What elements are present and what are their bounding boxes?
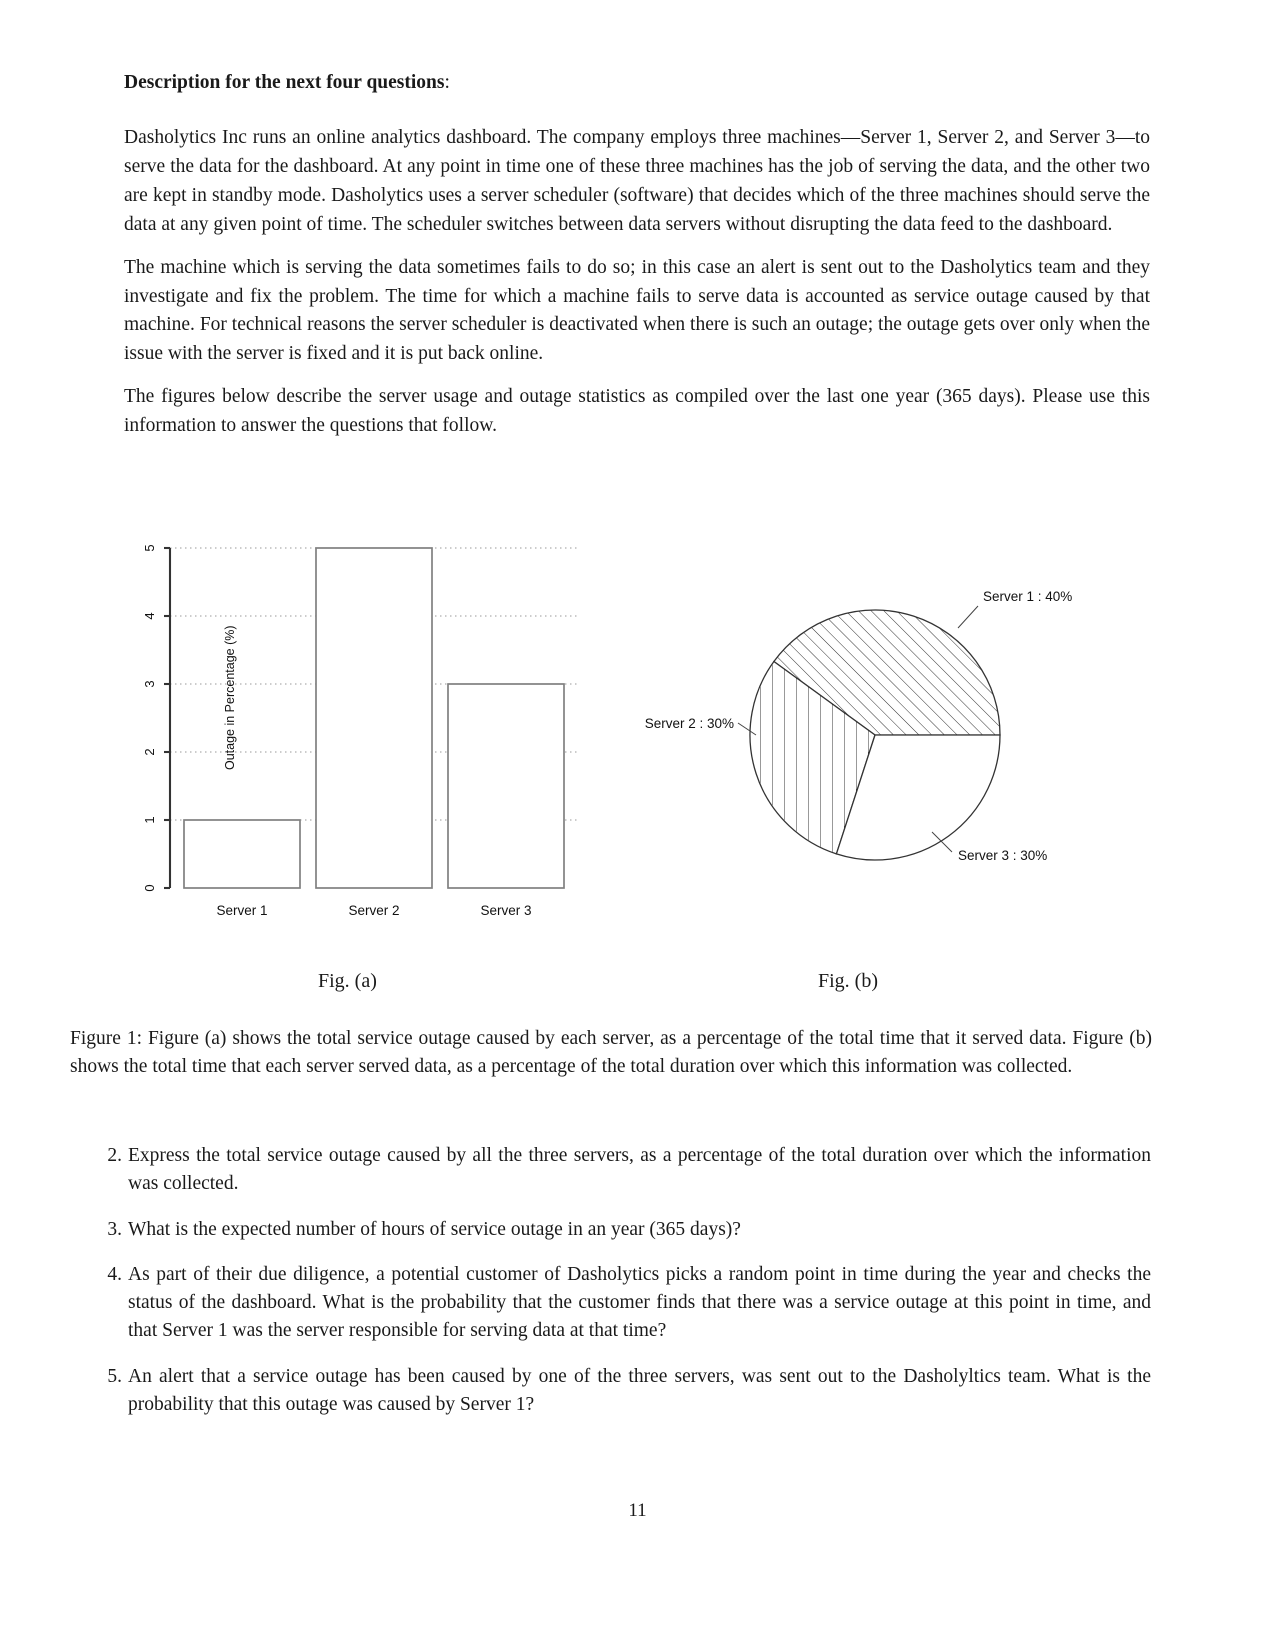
question-number: 5. (107, 1365, 122, 1387)
y-tick-1: 1 (142, 816, 157, 824)
pie-label-server-2: Server 2 : 30% (644, 716, 734, 731)
pie-chart-svg (640, 520, 1110, 960)
figures-block (0, 500, 1275, 1060)
bar-server-1 (184, 820, 300, 888)
bar-chart-y-axis (164, 548, 170, 888)
bar-chart-y-axis-label: Outage in Percentage (%) (223, 625, 237, 770)
question-item (96, 1363, 1151, 1420)
figure-label-a: Fig. (a) (318, 970, 377, 992)
x-label-server-1: Server 1 (216, 903, 268, 918)
pie-slices (750, 610, 1000, 860)
figure-sublabels (0, 970, 1275, 1010)
x-label-server-3: Server 3 (480, 903, 532, 918)
callout-line-server-1 (958, 606, 978, 628)
paragraph-2: The machine which is serving the data sometimes fails to do so; in this case an alert is sent out to the Dasholytics team and they investigate and fix the problem. The time for which a machine fails to serve data is accounted as service outage caused by that machine. For technical reasons the server scheduler is deactivated when there is such an outage; the outage gets over only when the issue with the server is fixed and it is put back online. (124, 256, 1150, 365)
section-heading (124, 70, 1150, 96)
figure-caption: Figure 1: Figure (a) shows the total service outage caused by each server, as a percentage of the total time that it served data. Figure (b) shows the total time that each server served data, as a percentage of the total duration over which this information was collected. (70, 1028, 1152, 1078)
bar-chart-x-tick-labels (216, 903, 531, 918)
bar-server-3 (448, 684, 564, 888)
pie-chart-figure (640, 520, 1110, 960)
section-heading-colon: : (444, 72, 450, 93)
question-text: What is the expected number of hours of service outage in an year (365 days)? (128, 1218, 741, 1240)
question-item (96, 1142, 1151, 1199)
bar-chart-svg (110, 520, 630, 960)
bar-chart-bars (184, 548, 564, 888)
question-text: As part of their due diligence, a potential customer of Dasholytics picks a random point in time during the year and checks the status of the dashboard. What is the probability that the customer finds that there was a service outage at this point in time, and that Server 1 was the server responsible for serving data at that time? (128, 1263, 1151, 1342)
question-item (96, 1261, 1151, 1346)
question-item (96, 1216, 1151, 1244)
paragraph-3: The figures below describe the server usage and outage statistics as compiled over the last one year (365 days). Please use this information to answer the questions that follow. (124, 386, 1150, 437)
y-tick-4: 4 (142, 612, 157, 620)
bar-chart-figure (110, 520, 630, 960)
y-tick-5: 5 (142, 544, 157, 552)
question-text: Express the total service outage caused by all the three servers, as a percentage of the total duration over which the information was collected. (128, 1145, 1151, 1195)
x-label-server-2: Server 2 (348, 903, 400, 918)
question-number: 2. (107, 1145, 122, 1166)
paragraph-1: Dasholytics Inc runs an online analytics dashboard. The company employs three machines—Server 1, Server 2, and Server 3—to serve the data for the dashboard. At any point in time one of these three machines has the job of serving the data, and the other two are kept in standby mode. Dasholytics uses a server scheduler (software) that decides which of the three machines should serve the data at any given point of time. The scheduler switches between data servers without disrupting the data feed to the dashboard. (124, 127, 1150, 235)
pie-label-server-1: Server 1 : 40% (983, 589, 1073, 604)
question-text: An alert that a service outage has been caused by one of the three servers, was sent out to the Dasholyltics team. What is the probability that this outage was caused by Server 1? (128, 1365, 1151, 1415)
pie-label-server-3: Server 3 : 30% (958, 848, 1048, 863)
figure-label-b: Fig. (b) (818, 970, 878, 992)
bar-chart-y-tick-labels (142, 544, 157, 891)
bar-server-2 (316, 548, 432, 888)
document-body (124, 70, 1150, 441)
questions-list (96, 1142, 1151, 1436)
question-number: 4. (107, 1263, 122, 1285)
question-number: 3. (107, 1218, 122, 1240)
y-tick-2: 2 (142, 748, 157, 756)
section-heading-bold: Description for the next four questions (124, 72, 445, 93)
y-tick-0: 0 (142, 884, 157, 892)
y-tick-3: 3 (142, 680, 157, 688)
page-number: 11 (628, 1500, 647, 1521)
